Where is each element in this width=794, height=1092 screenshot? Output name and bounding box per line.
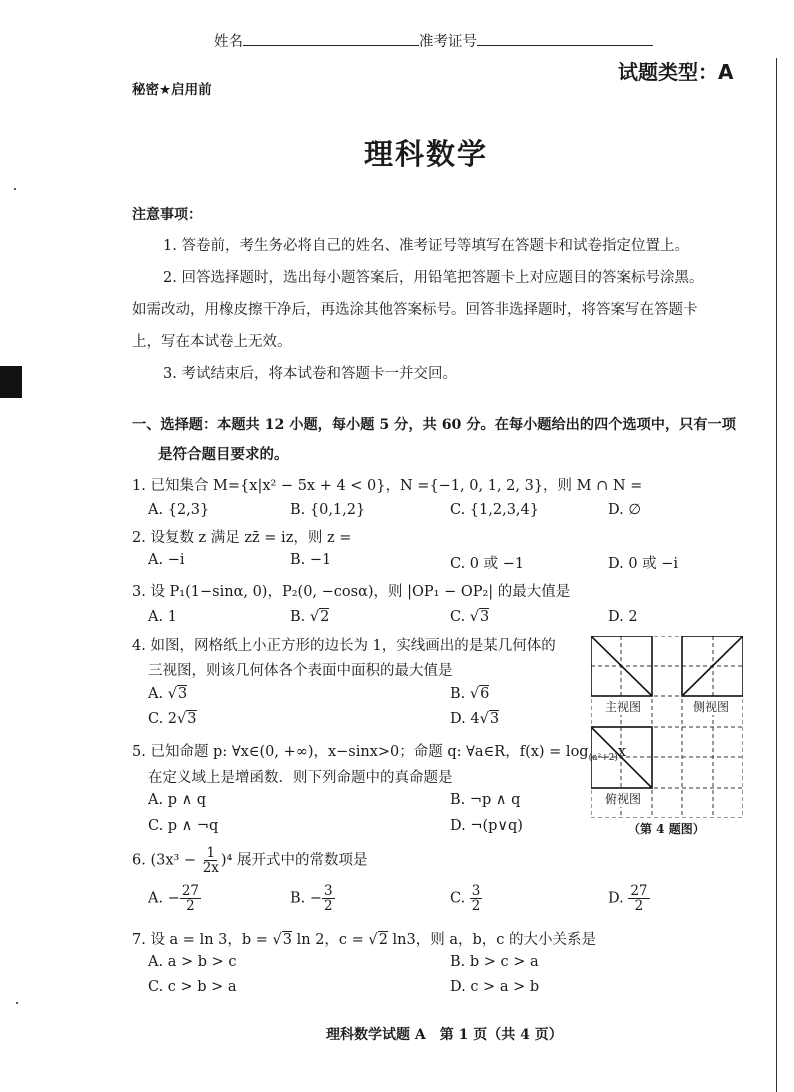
paper-type: 试题类型：A xyxy=(618,60,734,84)
section-heading: 一、选择题：本题共 12 小题，每小题 5 分，共 60 分。在每小题给出的四个选项中，只有一项 xyxy=(132,417,736,433)
q5-option-b: B. ¬p ∧ q xyxy=(450,792,521,808)
q2-option-b: B. −1 xyxy=(290,552,332,568)
question-3-stem: 3. 设 P₁(1−sinα, 0)，P₂(0, −cosα)，则 |OP₁ − OP₂| 的最大值是 xyxy=(132,584,571,600)
q7-option-b: B. b > c > a xyxy=(450,954,539,970)
top-view-label: 俯视图 xyxy=(605,792,642,806)
q1-option-a: A. {2,3} xyxy=(148,502,210,518)
page-title: 理科数学 xyxy=(364,137,489,171)
q6-option-a: A. − $\frac{27}{2}$ xyxy=(148,883,200,915)
sqrt-value: 3 xyxy=(480,609,490,625)
q1-option-b: B. {0,1,2} xyxy=(290,502,366,518)
question-4-stem-cont: 三视图，则该几何体各个表面中面积的最大值是 xyxy=(148,663,453,679)
q3-option-b: B. √2 xyxy=(290,609,330,625)
q3-option-c: C. √3 xyxy=(450,609,490,625)
log-base: (a²+2) xyxy=(588,752,618,763)
name-field xyxy=(214,30,653,51)
q5-option-a: A. p ∧ q xyxy=(148,792,207,808)
q1-option-c: C. {1,2,3,4} xyxy=(450,502,539,518)
q5-option-c: C. p ∧ ¬q xyxy=(148,818,219,834)
note-item-3: 3. 考试结束后，将本试卷和答题卡一并交回。 xyxy=(163,366,457,382)
q7-option-d: D. c > a > b xyxy=(450,979,540,995)
q2-option-c: C. 0 或 −1 xyxy=(450,556,525,572)
binding-line xyxy=(776,58,777,1092)
front-view-label: 主视图 xyxy=(605,700,642,714)
note-item-1: 1. 答卷前，考生务必将自己的姓名、准考证号等填写在答题卡和试卷指定位置上。 xyxy=(163,238,689,254)
question-5-stem: 5. 已知命题 p: ∀x∈(0, +∞)，x−sinx>0；命题 q: ∀a∈R，$f(x) = \log_{(a^2+2)}x$ xyxy=(132,744,627,763)
side-view-label: 侧视图 xyxy=(693,700,730,714)
q2-option-a: A. −i xyxy=(148,552,185,568)
notes-heading: 注意事项： xyxy=(132,207,202,223)
q4-option-a: A. √3 xyxy=(148,686,188,702)
scan-dot xyxy=(16,1002,18,1004)
section-heading-cont: 是符合题目要求的。 xyxy=(158,446,289,463)
q3-option-d: D. 2 xyxy=(608,609,638,625)
three-view-figure xyxy=(588,636,743,818)
question-7-stem: 7. 设 a = ln 3，b = √3 ln 2，c = √2 ln3，则 a，b，c 的大小关系是 xyxy=(132,932,596,948)
question-5-stem-cont: 在定义域上是增函数．则下列命题中的真命题是 xyxy=(148,770,453,786)
scan-edge-mark xyxy=(0,366,22,398)
scan-dot xyxy=(14,188,16,190)
note-item-2-cont: 如需改动，用橡皮擦干净后，再选涂其他答案标号。回答非选择题时，将答案写在答题卡 xyxy=(132,302,698,318)
q6-option-d: D. $\frac{27}{2}$ xyxy=(608,883,648,915)
q2-option-d: D. 0 或 −i xyxy=(608,556,679,572)
name-blank xyxy=(243,32,419,46)
q3-option-a: A. 1 xyxy=(148,609,177,625)
q7-option-c: C. c > b > a xyxy=(148,979,237,995)
q4-option-d: D. 4√3 xyxy=(450,711,500,727)
sqrt-value: 2 xyxy=(320,609,330,625)
figure-caption: （第 4 题图） xyxy=(628,822,705,836)
q6-option-b: B. − $\frac{3}{2}$ xyxy=(290,883,333,915)
q1-option-d: D. ∅ xyxy=(608,502,641,518)
page-footer: 理科数学试题 A 第 1 页（共 4 页） xyxy=(326,1027,563,1043)
q6-option-c: C. $\frac{3}{2}$ xyxy=(450,883,481,915)
q4-option-c: C. 2√3 xyxy=(148,711,197,727)
q4-option-b: B. √6 xyxy=(450,686,490,702)
note-item-2: 2. 回答选择题时，选出每小题答案后，用铅笔把答题卡上对应题目的答案标号涂黑。 xyxy=(163,270,704,286)
question-2-stem: 2. 设复数 z 满足 zz̄ = iz，则 z = xyxy=(132,530,352,546)
fraction: $\frac{1}{2x}$ xyxy=(202,845,219,877)
exam-id-blank xyxy=(477,32,653,46)
note-item-2-cont: 上，写在本试卷上无效。 xyxy=(132,334,292,350)
q7-option-a: A. a > b > c xyxy=(148,954,237,970)
question-4-stem: 4. 如图，网格纸上小正方形的边长为 1，实线画出的是某几何体的 xyxy=(132,638,556,654)
question-1-stem: 1. 已知集合 M={x|x² − 5x + 4 < 0}，N ={−1, 0, 1, 2, 3}，则 M ∩ N = xyxy=(132,478,643,494)
confidential-mark: 秘密★启用前 xyxy=(132,82,212,98)
q5-option-d: D. ¬(p∨q) xyxy=(450,818,523,834)
exam-id-label: 准考证号 xyxy=(419,34,477,50)
name-label: 姓名 xyxy=(214,34,243,50)
log-argument: x xyxy=(617,744,627,760)
question-6-stem: 6. (3x³ − $\frac{1}{2x}$ )⁴ 展开式中的常数项是 xyxy=(132,845,368,877)
